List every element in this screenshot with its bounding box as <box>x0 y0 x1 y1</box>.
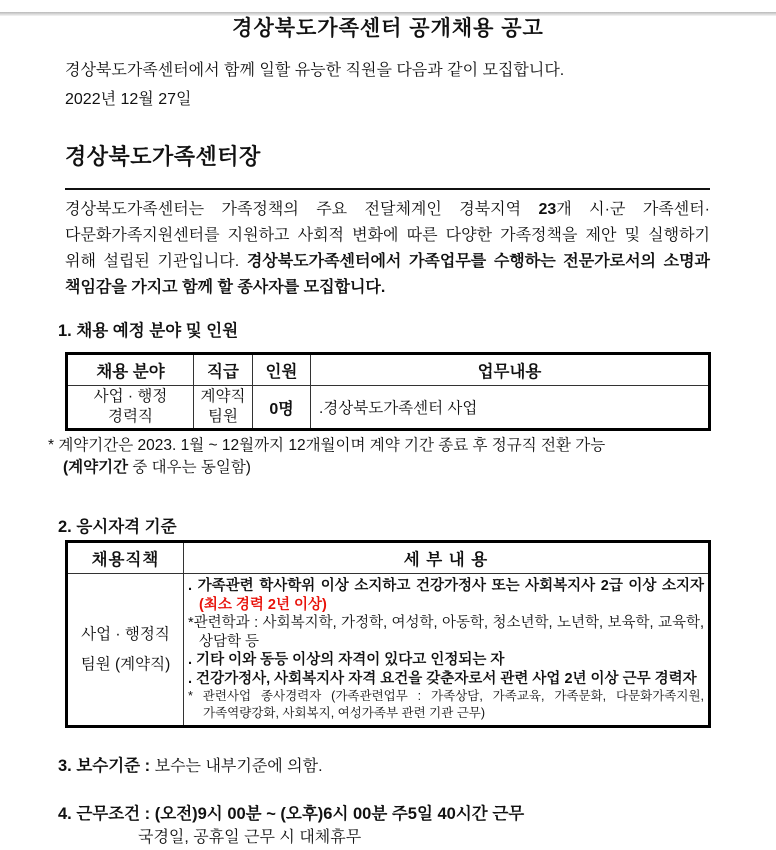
section3-label: 3. 보수기준 : <box>58 757 151 775</box>
detail-item-related-work: * 관련사업 종사경력자 (가족관련업무 : 가족상담, 가족교육, 가족문화, 다문화가족지원, 가족역량강화, 사회복지, 여성가족부 관련 기관 근무) <box>188 689 704 720</box>
header-duty: 업무내용 <box>311 354 710 386</box>
cell-duty: .경상북도가족센터 사업 <box>311 386 710 430</box>
section1-title: 1. 채용 예정 분야 및 인원 <box>58 322 239 340</box>
recruitment-table-header-row <box>67 354 710 386</box>
cell-count: 0명 <box>253 386 311 430</box>
cell-field-line2: 경력직 <box>108 408 153 425</box>
section4-line1: 4. 근무조건 : (오전)9시 00분 ~ (오후)6시 00분 주5일 40시간 근무 <box>58 805 525 823</box>
qualification-table <box>65 540 711 728</box>
detail-item-experience: . 건강가정사, 사회복지사 자격 요건을 갖춘자로서 관련 사업 2년 이상 근무 경력자 <box>188 670 697 687</box>
cell-grade-line2: 팀원 <box>208 408 238 425</box>
footnote-line1: * 계약기간은 2023. 1월 ~ 12월까지 12개월이며 계약 기간 종료 후 정규직 전환 가능 <box>48 437 606 454</box>
detail-item-degree <box>188 577 704 614</box>
date-line: 2022년 12월 27일 <box>65 91 192 108</box>
header-field: 채용 분야 <box>67 354 194 386</box>
cell-field <box>67 386 194 430</box>
contract-footnote <box>48 435 710 479</box>
document-page <box>0 12 776 846</box>
page-top-shadow <box>0 12 776 16</box>
detail-item-degree-text: . 가족관련 학사학위 이상 소지하고 건강가정사 또는 사회복지사 2급 이상 소지자 <box>188 578 704 594</box>
issuer-heading: 경상북도가족센터장 <box>65 144 261 169</box>
header-details: 세 부 내 용 <box>184 542 710 574</box>
recruitment-table <box>65 352 711 431</box>
section2-title: 2. 응시자격 기준 <box>58 518 177 536</box>
section3-text: 보수는 내부기준에 의함. <box>150 758 323 775</box>
intro-line: 경상북도가족센터에서 함께 일할 유능한 직원을 다음과 같이 모집합니다. <box>65 62 565 79</box>
lead-seg4-bold: 경상북도가족센터에서 가족업무를 수행하는 전문가로서의 소명과 책임감을 가지고 함께 할 종사자를 모집합니다. <box>65 253 710 296</box>
qualification-table-header-row <box>67 542 710 574</box>
horizontal-rule <box>65 188 710 190</box>
cell-grade <box>194 386 253 430</box>
footnote-line2 <box>48 457 710 479</box>
cell-details <box>184 574 710 727</box>
cell-field-line1: 사업 · 행정 <box>93 388 168 405</box>
document-content <box>0 59 776 850</box>
document-title: 경상북도가족센터 공개채용 공고 <box>232 17 544 40</box>
qualification-table-row <box>67 574 710 727</box>
cell-position-line2: 팀원 (계약직) <box>80 655 171 673</box>
header-grade: 직급 <box>194 354 253 386</box>
cell-position <box>67 574 184 727</box>
recruitment-table-row <box>67 386 710 430</box>
footnote-line2-bold: (계약기간 <box>63 459 129 476</box>
cell-grade-line1: 계약직 <box>200 388 246 405</box>
header-position: 채용직책 <box>67 542 184 574</box>
header-count: 인원 <box>253 354 311 386</box>
cell-position-line1: 사업 · 행정직 <box>81 625 170 643</box>
detail-item-majors: *관련학과 : 사회복지학, 가정학, 여성학, 아동학, 청소년학, 노년학, 보육학, 교육학, 상담학 등 <box>188 615 704 650</box>
detail-item-degree-red: (최소 경력 2년 이상) <box>199 596 327 613</box>
lead-seg3: 개 시·군 가족센터·다문화가족지원센터를 지원하고 사회적 변화에 따른 다양한 가족정책을 제안 및 실행하기 위해 설립된 기관입니다. <box>65 201 710 270</box>
lead-seg2-bold: 23 <box>538 201 557 218</box>
section4-hours <box>58 802 710 850</box>
lead-paragraph <box>65 197 710 301</box>
footnote-line2-rest: 중 대우는 동일함) <box>128 459 251 476</box>
section4-line2: 국경일, 공휴일 근무 시 대체휴무 <box>138 829 362 846</box>
lead-seg1: 경상북도가족센터는 가족정책의 주요 전달체계인 경북지역 <box>65 201 539 218</box>
detail-item-equivalent: . 기타 이와 동등 이상의 자격이 있다고 인정되는 자 <box>188 652 505 668</box>
section3-pay <box>58 752 710 776</box>
